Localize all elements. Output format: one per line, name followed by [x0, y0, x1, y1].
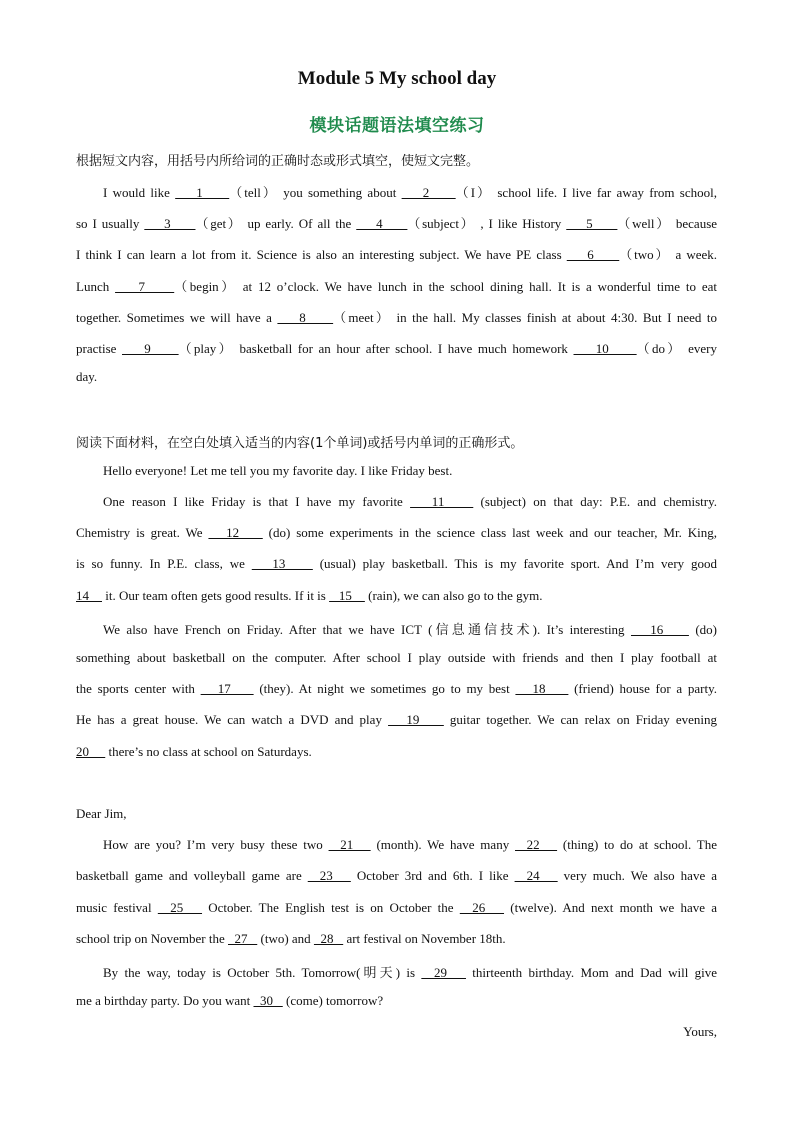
blank-3: 3: [144, 216, 196, 231]
letter-closing: Yours,: [683, 1024, 717, 1039]
s2-line-1: Hello everyone! Let me tell you my favorite day. I like Friday best.: [103, 463, 453, 478]
blank-13: 13: [251, 556, 313, 571]
blank-17: 17: [200, 681, 254, 696]
letter-greeting: Dear Jim,: [76, 806, 127, 821]
blank-25: 25: [157, 900, 203, 915]
section2-instruction: 阅读下面材料，在空白处填入适当的内容(1个单词)或括号内单词的正确形式。: [76, 436, 524, 451]
blank-12: 12: [208, 525, 263, 540]
s3-line-6: me a birthday party. Do you want 30 (come) tomorrow?: [76, 993, 384, 1008]
page-title: Module 5 My school day: [297, 68, 497, 89]
s3-line-2: basketball game and volleyball game are 23 October 3rd and 6th. I like 24 very much. We also have a: [76, 868, 717, 883]
s2-line-6: We also have French on Friday. After that we have ICT (信息通信技术). It’s interesting 16 (do): [103, 622, 717, 637]
s3-line-4: school trip on November the 27 (two) and 28 art festival on November 18th.: [76, 931, 506, 946]
blank-4: 4: [356, 216, 408, 231]
s2-line-8: the sports center with 17 (they). At night we sometimes go to my best 18 (friend) house for a party.: [76, 681, 718, 696]
s2-line-4: is so funny. In P.E. class, we 13 (usual) play basketball. This is my favorite sport. And I’m very good: [76, 556, 718, 571]
blank-9: 9: [122, 341, 179, 356]
blank-18: 18: [515, 681, 569, 696]
s2-line-7: something about basketball on the computer. After school I play outside with friends and then I play football at: [76, 650, 717, 665]
blank-23: 23: [307, 868, 351, 883]
blank-6: 6: [566, 247, 620, 262]
blank-2: 2: [401, 185, 456, 200]
s3-line-5: By the way, today is October 5th. Tomorrow(明天) is 29 thirteenth birthday. Mom and Dad will give: [103, 965, 718, 980]
blank-5: 5: [566, 216, 618, 231]
blank-29: 29: [421, 965, 466, 980]
blank-16: 16: [630, 622, 689, 637]
s1-line-6: practise 9 （play） basketball for an hour after school. I have much homework 10 （do） every: [76, 341, 718, 356]
blank-30: 30: [253, 993, 283, 1008]
blank-21: 21: [328, 837, 371, 852]
section1-instruction: 根据短文内容，用括号内所给词的正确时态或形式填空，使短文完整。: [76, 154, 480, 169]
s3-line-1: How are you? I’m very busy these two 21 (month). We have many 22 (thing) to do at school. The: [103, 837, 717, 852]
blank-24: 24: [514, 868, 558, 883]
blank-8: 8: [277, 310, 334, 325]
s1-line-3: I think I can learn a lot from it. Science is also an interesting subject. We have PE class 6 （two） a week.: [76, 247, 718, 262]
blank-15: 15: [329, 588, 365, 603]
blank-19: 19: [388, 712, 444, 727]
blank-10: 10: [573, 341, 637, 356]
blank-26: 26: [459, 900, 505, 915]
s2-line-2: One reason I like Friday is that I have my favorite 11 (subject) on that day: P.E. and chemistry.: [103, 494, 717, 509]
s1-line-7: day.: [76, 369, 98, 384]
s2-line-9: He has a great house. We can watch a DVD and play 19 guitar together. We can relax on Friday evening: [76, 712, 718, 727]
blank-7: 7: [115, 279, 175, 294]
s1-line-2: so I usually 3 （get） up early. Of all the 4 （subject） , I like History 5 （well） because: [76, 216, 718, 231]
s3-line-3: music festival 25 October. The English test is on October the 26 (twelve). And next month we have a: [76, 900, 718, 915]
s2-line-5: 14 it. Our team often gets good results. If it is 15 (rain), we can also go to the gym.: [76, 588, 543, 603]
blank-11: 11: [410, 494, 474, 509]
blank-20: 20: [76, 744, 106, 759]
s1-line-5: together. Sometimes we will have a 8 （meet） in the hall. My classes finish at about 4:30. But I need to: [76, 310, 718, 325]
blank-22: 22: [515, 837, 558, 852]
blank-27: 27: [228, 931, 258, 946]
blank-28: 28: [313, 931, 344, 946]
blank-1: 1: [175, 185, 230, 200]
s2-line-10: 20 there’s no class at school on Saturdays.: [76, 744, 312, 759]
blank-14: 14: [76, 588, 102, 603]
s1-line-4: Lunch 7 （begin） at 12 o’clock. We have lunch in the school dining hall. It is a wonderful time to eat: [76, 279, 718, 294]
s1-line-1: I would like 1 （tell） you something about 2 （I） school life. I live far away from school,: [103, 185, 718, 200]
page-subtitle: 模块话题语法填空练习: [309, 116, 485, 136]
s2-line-3: Chemistry is great. We 12 (do) some experiments in the science class last week and our teacher, Mr. King,: [76, 525, 717, 540]
